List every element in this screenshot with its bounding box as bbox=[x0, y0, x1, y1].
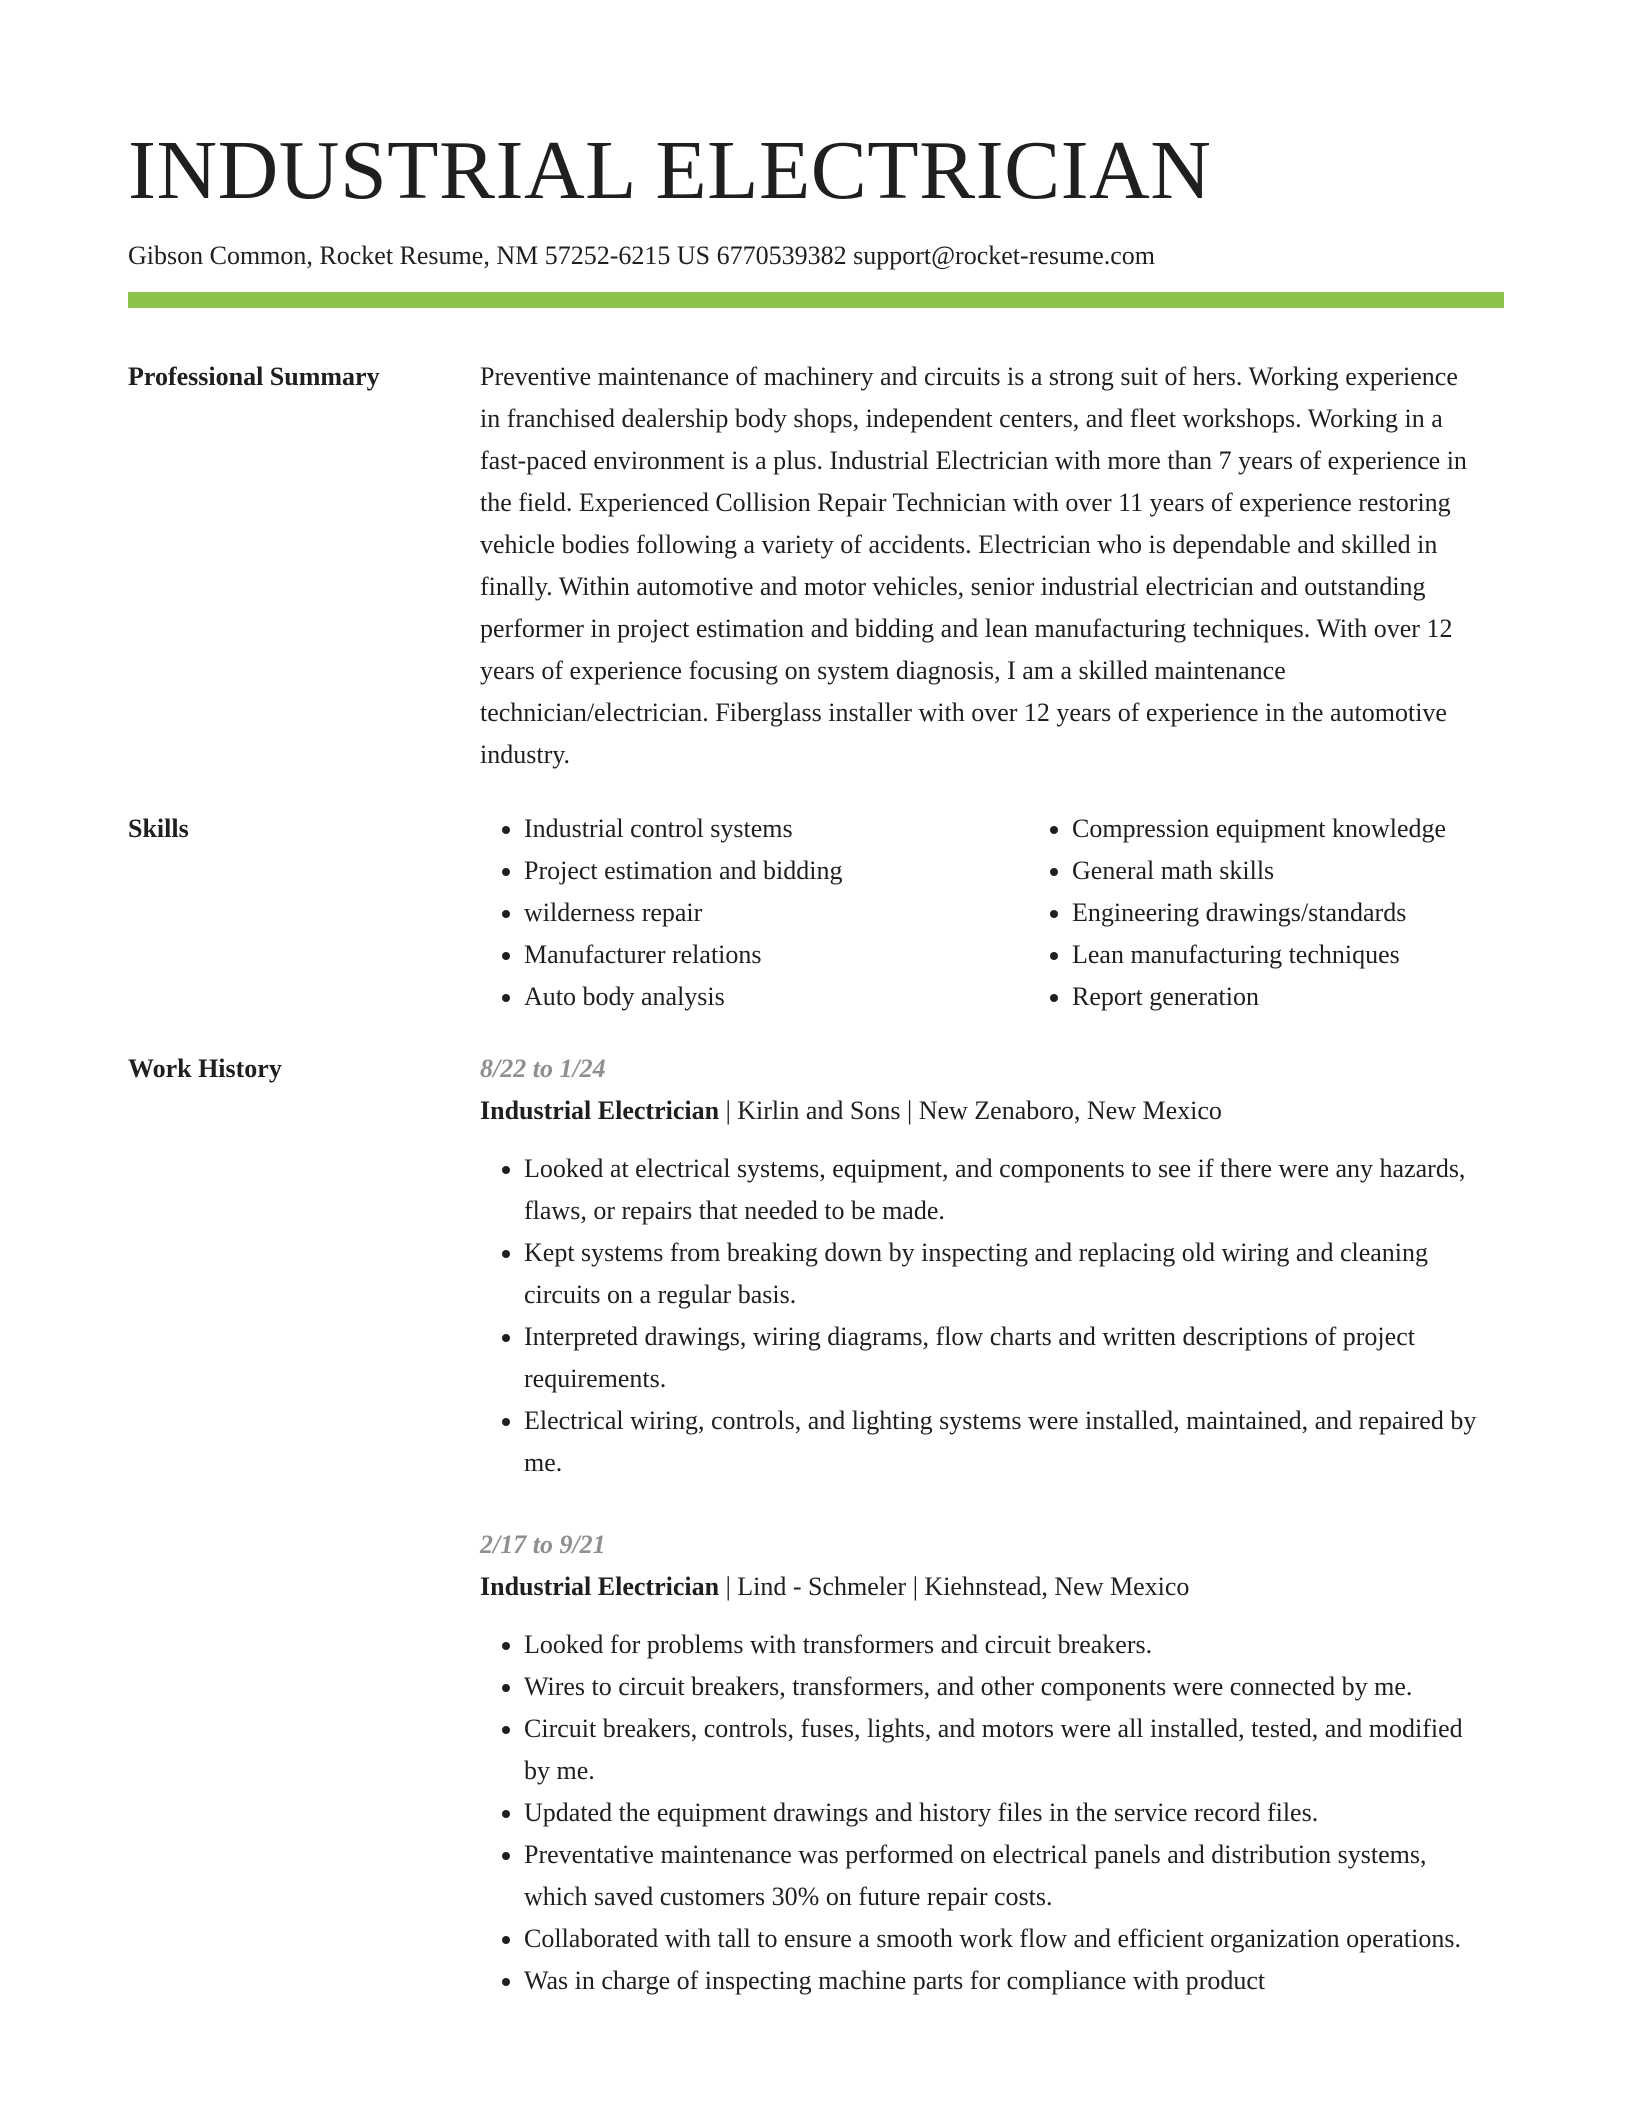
job-dates: 2/17 to 9/21 bbox=[480, 1530, 606, 1559]
skill-item: • Project estimation and bidding bbox=[524, 850, 1028, 892]
job-bullet: • Wires to circuit breakers, transformers, and other components were connected by me. bbox=[524, 1666, 1484, 1708]
job-bullet: • Updated the equipment drawings and history files in the service record files. bbox=[524, 1792, 1484, 1834]
job-bullet: • Circuit breakers, controls, fuses, lights, and motors were all installed, tested, and modified by me. bbox=[524, 1708, 1484, 1792]
skills-column-left bbox=[480, 808, 1028, 1018]
skill-item: • Auto body analysis bbox=[524, 976, 1028, 1018]
section-heading: Professional Summary bbox=[128, 362, 380, 391]
job-title: Industrial Electrician bbox=[480, 1572, 720, 1601]
job-bullet: • Electrical wiring, controls, and lighting systems were installed, maintained, and repaired by me. bbox=[524, 1400, 1484, 1484]
header-divider bbox=[128, 292, 1504, 308]
job-bullets bbox=[480, 1148, 1504, 1484]
skill-item: • General math skills bbox=[1072, 850, 1576, 892]
skill-item: • Lean manufacturing techniques bbox=[1072, 934, 1576, 976]
job-employer-location: | Kirlin and Sons | New Zenaboro, New Mexico bbox=[719, 1096, 1222, 1125]
skill-item: • wilderness repair bbox=[524, 892, 1028, 934]
skill-item: • Report generation bbox=[1072, 976, 1576, 1018]
skills-list bbox=[480, 808, 1576, 1018]
skills-column-right bbox=[1028, 808, 1576, 1018]
section-heading: Skills bbox=[128, 814, 189, 843]
skill-item: • Engineering drawings/standards bbox=[1072, 892, 1576, 934]
work-history-section bbox=[128, 1048, 1504, 2002]
job-bullet: • Was in charge of inspecting machine parts for compliance with product bbox=[524, 1960, 1484, 2002]
job-employer-location: | Lind - Schmeler | Kiehnstead, New Mexico bbox=[719, 1572, 1190, 1601]
job-heading bbox=[480, 1566, 1504, 1608]
job-title: Industrial Electrician bbox=[480, 1096, 720, 1125]
job-bullet: • Interpreted drawings, wiring diagrams, flow charts and written descriptions of project requirements. bbox=[524, 1316, 1484, 1400]
skill-item: • Compression equipment knowledge bbox=[1072, 808, 1576, 850]
job-bullet: • Looked at electrical systems, equipment, and components to see if there were any hazards, flaws, or repairs that needed to be made. bbox=[524, 1148, 1484, 1232]
job-bullets bbox=[480, 1624, 1504, 2002]
job-bullet: • Preventative maintenance was performed on electrical panels and distribution systems, which saved customers 30% on future repair costs. bbox=[524, 1834, 1484, 1918]
job-bullet: • Collaborated with tall to ensure a smooth work flow and efficient organization operations. bbox=[524, 1918, 1484, 1960]
skill-item: • Industrial control systems bbox=[524, 808, 1028, 850]
summary-section bbox=[128, 356, 1504, 776]
job-heading bbox=[480, 1090, 1504, 1132]
work-history-list bbox=[480, 1048, 1504, 2002]
job-bullet: • Kept systems from breaking down by inspecting and replacing old wiring and cleaning circuits on a regular basis. bbox=[524, 1232, 1484, 1316]
job-entry bbox=[480, 1048, 1504, 1484]
job-dates: 8/22 to 1/24 bbox=[480, 1054, 606, 1083]
job-bullet: • Looked for problems with transformers and circuit breakers. bbox=[524, 1624, 1484, 1666]
skills-section bbox=[128, 808, 1504, 1018]
resume-title: INDUSTRIAL ELECTRICIAN bbox=[128, 124, 1212, 217]
skill-item: • Manufacturer relations bbox=[524, 934, 1028, 976]
section-heading: Work History bbox=[128, 1054, 282, 1083]
job-entry bbox=[480, 1524, 1504, 2002]
summary-text: Preventive maintenance of machinery and circuits is a strong suit of hers. Working experience in franchised dealership body shops, independent centers, and fleet workshops. Working in a fast-paced environment is a plus. Industrial Electrician with more than 7 years of experience in the field. Experienced Collision Repair Technician with over 11 years of experience restoring vehicle bodies following a variety of accidents. Electrician who is dependable and skilled in finally. Within automotive and motor vehicles, senior industrial electrician and outstanding performer in project estimation and bidding and lean manufacturing techniques. With over 12 years of experience focusing on system diagnosis, I am a skilled maintenance technician/electrician. Fiberglass installer with over 12 years of experience in the automotive industry. bbox=[480, 362, 1467, 769]
resume-page bbox=[128, 116, 1504, 2002]
contact-line: Gibson Common, Rocket Resume, NM 57252-6215 US 6770539382 support@rocket-resume.com bbox=[128, 241, 1156, 270]
